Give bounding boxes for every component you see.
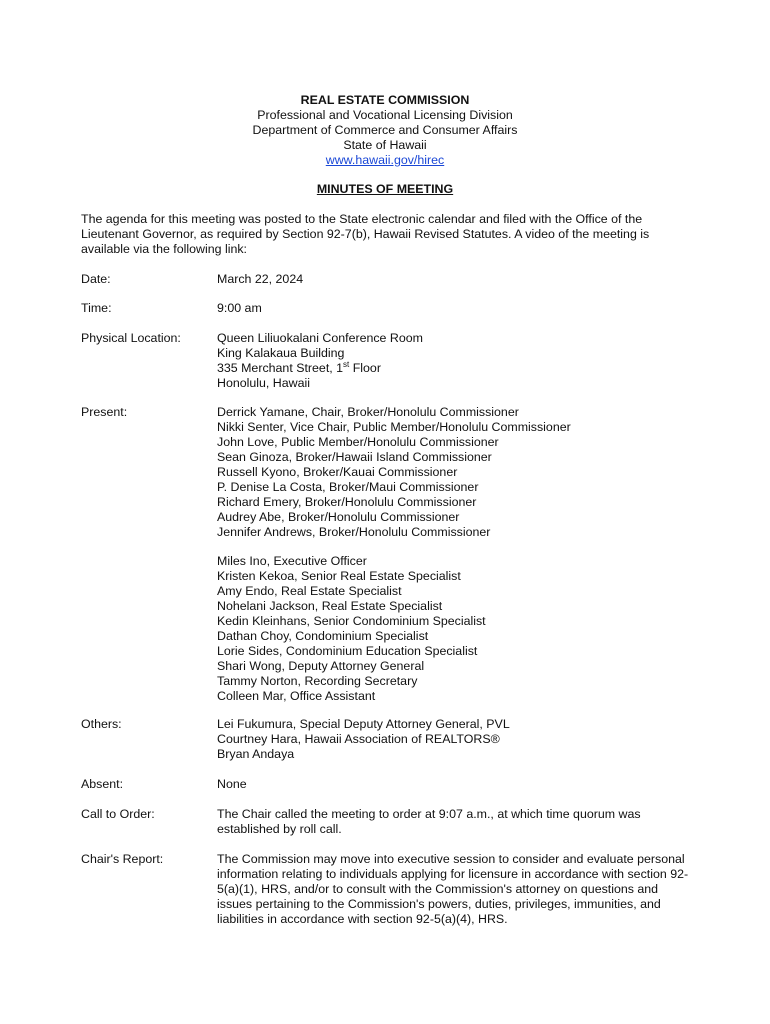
division-name: Professional and Vocational Licensing Division xyxy=(257,108,513,122)
others-label: Others: xyxy=(81,717,122,731)
list-item: Russell Kyono, Broker/Kauai Commissioner xyxy=(217,465,458,479)
list-item: Nohelani Jackson, Real Estate Specialist xyxy=(217,599,443,613)
state-name: State of Hawaii xyxy=(343,138,427,152)
absent-value: None xyxy=(217,777,247,791)
absent-label: Absent: xyxy=(81,777,124,791)
list-item: Jennifer Andrews, Broker/Honolulu Commissioner xyxy=(217,525,491,539)
location-city: Honolulu, Hawaii xyxy=(217,376,310,390)
location-street: 335 Merchant Street, 1st Floor xyxy=(217,359,381,375)
list-item: Colleen Mar, Office Assistant xyxy=(217,689,376,703)
time-value: 9:00 am xyxy=(217,301,262,315)
location-building: King Kalakaua Building xyxy=(217,346,345,360)
list-item: Lei Fukumura, Special Deputy Attorney General, PVL xyxy=(217,717,510,731)
location-value xyxy=(217,331,689,391)
department-name: Department of Commerce and Consumer Affairs xyxy=(252,123,518,137)
call-to-order-label: Call to Order: xyxy=(81,807,155,821)
time-label: Time: xyxy=(81,301,112,315)
list-item: Derrick Yamane, Chair, Broker/Honolulu Commissioner xyxy=(217,405,519,419)
chairs-report-label: Chair's Report: xyxy=(81,852,164,866)
list-item: Shari Wong, Deputy Attorney General xyxy=(217,659,425,673)
list-item: Courtney Hara, Hawaii Association of REALTORS® xyxy=(217,732,500,746)
list-item: Lorie Sides, Condominium Education Specialist xyxy=(217,644,478,658)
website-link[interactable]: www.hawaii.gov/hirec xyxy=(325,153,445,167)
location-label: Physical Location: xyxy=(81,331,181,345)
date-label: Date: xyxy=(81,272,111,286)
list-item: Richard Emery, Broker/Honolulu Commissioner xyxy=(217,495,477,509)
list-item: John Love, Public Member/Honolulu Commissioner xyxy=(217,435,499,449)
commission-title: REAL ESTATE COMMISSION xyxy=(300,93,470,107)
list-item: Kedin Kleinhans, Senior Condominium Specialist xyxy=(217,614,486,628)
date-value: March 22, 2024 xyxy=(217,272,304,286)
list-item: Audrey Abe, Broker/Honolulu Commissioner xyxy=(217,510,460,524)
list-item: Amy Endo, Real Estate Specialist xyxy=(217,584,402,598)
list-item: Sean Ginoza, Broker/Hawaii Island Commissioner xyxy=(217,450,492,464)
document-header xyxy=(0,93,770,168)
location-room: Queen Liliuokalani Conference Room xyxy=(217,331,423,345)
list-item: Miles Ino, Executive Officer xyxy=(217,554,367,568)
intro-paragraph: The agenda for this meeting was posted to the State electronic calendar and filed with the Office of the Lieutenant Governor, as required by Section 92-7(b), Hawaii Revised Statutes. A video of the meeting is available via the following link: xyxy=(81,212,650,256)
staff-list xyxy=(217,554,689,704)
list-item: Nikki Senter, Vice Chair, Public Member/Honolulu Commissioner xyxy=(217,420,571,434)
list-item: P. Denise La Costa, Broker/Maui Commissioner xyxy=(217,480,479,494)
others-list xyxy=(217,717,689,762)
present-label: Present: xyxy=(81,405,128,419)
list-item: Dathan Choy, Condominium Specialist xyxy=(217,629,429,643)
chairs-report-text: The Commission may move into executive session to consider and evaluate personal information relating to individuals applying for licensure in accordance with section 92-5(a)(1), HRS, and/or to consult with the Commission's attorney on questions and issues pertaining to the Commission's powers, duties, privileges, immunities, and liabilities in accordance with section 92-5(a)(4), HRS. xyxy=(217,852,689,926)
minutes-title: MINUTES OF MEETING xyxy=(316,182,454,196)
commissioners-list xyxy=(217,405,689,540)
list-item: Bryan Andaya xyxy=(217,747,295,761)
list-item: Kristen Kekoa, Senior Real Estate Specialist xyxy=(217,569,461,583)
call-to-order-text: The Chair called the meeting to order at 9:07 a.m., at which time quorum was established by roll call. xyxy=(217,807,641,836)
list-item: Tammy Norton, Recording Secretary xyxy=(217,674,418,688)
